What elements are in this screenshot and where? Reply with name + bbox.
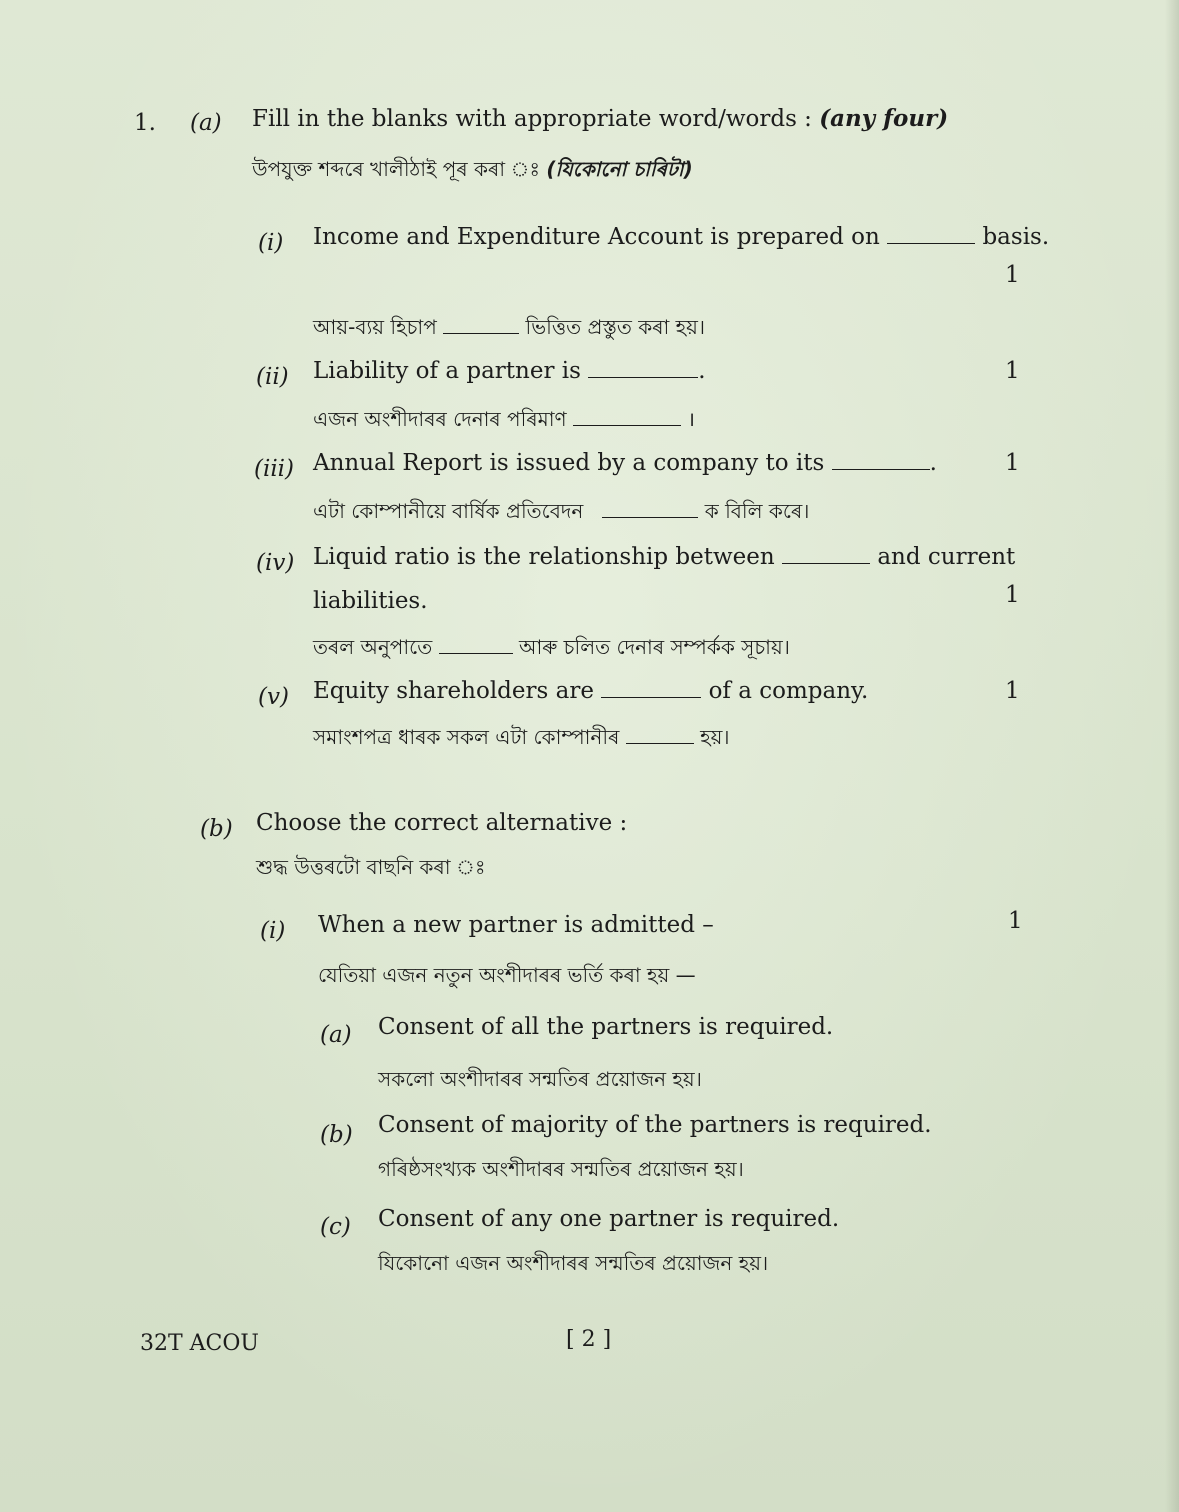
item-v-as: সমাংশপত্ৰ ধাৰক সকল এটা কোম্পানীৰ হয়।	[313, 725, 730, 749]
part-b-heading-as: শুদ্ধ উত্তৰটো বাছনি কৰা ঃ	[256, 855, 486, 879]
part-a-heading-as: উপযুক্ত শব্দৰে খালীঠাই পূৰ কৰা ঃ (যিকোনো চাৰিটা)	[252, 157, 693, 181]
item-iii-as: এটা কোম্পানীয়ে বাৰ্ষিক প্ৰতিবেদন ক বিলি কৰে।	[313, 499, 810, 523]
item-iv-as: তৰল অনুপাতে আৰু চলিত দেনাৰ সম্পৰ্কক সূচায়।	[313, 635, 790, 659]
item-label: (iv)	[256, 550, 295, 576]
answer-blank	[832, 449, 930, 470]
option-label: (c)	[320, 1214, 351, 1240]
item-b-i-en: When a new partner is admitted –	[318, 912, 714, 938]
item-iv-en-line2: liabilities.	[313, 588, 428, 614]
part-a-label: (a)	[190, 110, 222, 136]
option-label: (b)	[320, 1122, 353, 1148]
answer-blank	[573, 405, 681, 426]
option-b-en: Consent of majority of the partners is required.	[378, 1112, 932, 1138]
item-i-en: Income and Expenditure Account is prepared on basis.	[313, 224, 1050, 250]
answer-blank	[887, 223, 975, 244]
answer-blank	[588, 357, 698, 378]
item-i-as: আয়-ব্যয় হিচাপ ভিত্তিত প্ৰস্তুত কৰা হয়।	[313, 315, 706, 339]
option-a-as: সকলো অংশীদাৰৰ সন্মতিৰ প্ৰয়োজন হয়।	[378, 1067, 702, 1091]
answer-blank	[443, 313, 519, 334]
part-a-heading-en: Fill in the blanks with appropriate word/words : (any four)	[252, 105, 949, 132]
item-i-mark: 1	[1005, 262, 1020, 288]
page-number: [ 2 ]	[566, 1327, 612, 1352]
item-label: (i)	[260, 918, 286, 944]
paper-code: 32T ACOU	[140, 1331, 259, 1356]
item-label: (ii)	[256, 364, 289, 390]
part-b-label: (b)	[200, 816, 233, 842]
item-v-mark: 1	[1005, 678, 1020, 704]
item-iii-mark: 1	[1005, 450, 1020, 476]
item-ii-en: Liability of a partner is .	[313, 358, 706, 384]
answer-blank	[439, 633, 513, 654]
answer-blank	[626, 723, 694, 744]
answer-blank	[601, 677, 701, 698]
item-label: (iii)	[254, 456, 295, 482]
page-edge-shadow	[1165, 0, 1179, 1512]
item-label: (v)	[258, 684, 289, 710]
answer-blank	[782, 543, 870, 564]
option-c-as: যিকোনো এজন অংশীদাৰৰ সন্মতিৰ প্ৰয়োজন হয়।	[378, 1251, 769, 1275]
question-number: 1.	[134, 110, 156, 136]
item-iv-mark: 1	[1005, 582, 1020, 608]
item-v-en: Equity shareholders are of a company.	[313, 678, 869, 704]
item-ii-as: এজন অংশীদাৰৰ দেনাৰ পৰিমাণ ।	[313, 407, 695, 431]
item-iv-en: Liquid ratio is the relationship between and current	[313, 544, 1016, 570]
item-ii-mark: 1	[1005, 358, 1020, 384]
part-b-heading-en: Choose the correct alternative :	[256, 810, 628, 836]
answer-blank	[602, 497, 698, 518]
option-label: (a)	[320, 1022, 352, 1048]
option-b-as: গৰিষ্ঠসংখ্যক অংশীদাৰৰ সন্মতিৰ প্ৰয়োজন হয়।	[378, 1157, 744, 1181]
item-b-i-as: যেতিয়া এজন নতুন অংশীদাৰৰ ভৰ্তি কৰা হয় —	[318, 963, 696, 987]
item-label: (i)	[258, 230, 284, 256]
item-b-i-mark: 1	[1008, 908, 1023, 934]
item-iii-en: Annual Report is issued by a company to its .	[313, 450, 937, 476]
option-a-en: Consent of all the partners is required.	[378, 1014, 834, 1040]
option-c-en: Consent of any one partner is required.	[378, 1206, 840, 1232]
